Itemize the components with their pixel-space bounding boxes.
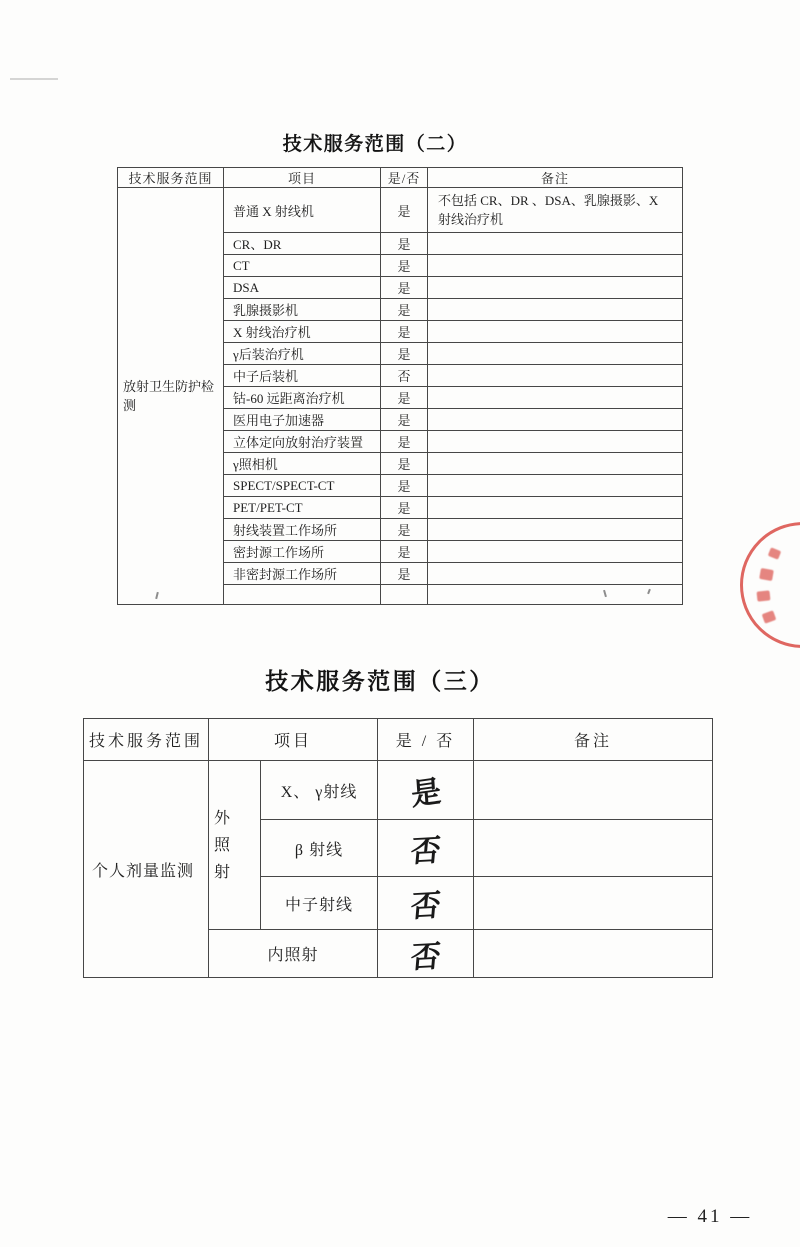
- scope2-item-cell: CT: [224, 255, 381, 277]
- internal-exposure-cell: 内照射: [209, 930, 378, 978]
- scope2-remark-cell: [428, 365, 683, 387]
- scope2-remark-cell: [428, 299, 683, 321]
- scope3-title: 技术服务范围（三）: [265, 668, 495, 694]
- scope3-remark-cell: [474, 820, 713, 877]
- scope2-item-cell: 中子后装机: [224, 365, 381, 387]
- stamp-glyph-mark: [762, 610, 777, 624]
- scope2-remark-cell: [428, 497, 683, 519]
- scope2-header-row: [118, 168, 683, 188]
- scope2-item-cell: 非密封源工作场所: [224, 563, 381, 585]
- scope2-header-remark: 备注: [428, 168, 683, 188]
- scope2-remark-cell: [428, 453, 683, 475]
- scope2-remark-cell: [428, 343, 683, 365]
- scope2-remark-cell: [428, 585, 683, 605]
- scope2-item-cell: X 射线治疗机: [224, 321, 381, 343]
- scope2-yn-cell: 是: [381, 233, 428, 255]
- scope2-remark-cell: [428, 277, 683, 299]
- scope3-category-cell: 个人剂量监测: [84, 761, 209, 978]
- scope2-yn-cell: 是: [381, 277, 428, 299]
- scan-artifact: [10, 78, 58, 80]
- scope3-header-yn: 是 / 否: [378, 719, 474, 761]
- scope3-yn-cell: [378, 930, 474, 978]
- handwritten-answer: 否: [408, 889, 442, 924]
- scope2-item-cell: 立体定向放射治疗装置: [224, 431, 381, 453]
- scope3-table: [83, 718, 713, 978]
- scope3-remark-cell: [474, 877, 713, 930]
- scope2-yn-cell: 是: [381, 453, 428, 475]
- scope2-yn-cell: 是: [381, 321, 428, 343]
- scope3-header-row: [84, 719, 713, 761]
- scope2-yn-cell: 是: [381, 188, 428, 233]
- scope2-item-cell: 乳腺摄影机: [224, 299, 381, 321]
- scope2-table: [117, 167, 683, 605]
- page-number: — 41 —: [667, 1206, 753, 1227]
- scope2-item-cell: DSA: [224, 277, 381, 299]
- scope2-header-scope: 技术服务范围: [118, 168, 224, 188]
- scope2-item-cell: γ照相机: [224, 453, 381, 475]
- scope2-header-yn: 是/否: [381, 168, 428, 188]
- scope3-yn-cell: [378, 761, 474, 820]
- scope3-header-remark: 备注: [474, 719, 713, 761]
- scope2-yn-cell: 是: [381, 409, 428, 431]
- scope3-remark-cell: [474, 930, 713, 978]
- scope2-yn-cell: 是: [381, 519, 428, 541]
- scope2-remark-cell: [428, 541, 683, 563]
- scope2-remark-cell: [428, 519, 683, 541]
- scope2-yn-cell: 否: [381, 365, 428, 387]
- scope2-yn-cell: 是: [381, 497, 428, 519]
- scope3-yn-cell: [378, 820, 474, 877]
- scope2-remark-cell: [428, 321, 683, 343]
- table-row: [84, 761, 713, 820]
- handwritten-answer: 是: [409, 774, 442, 813]
- scope2-remark-cell: [428, 431, 683, 453]
- scope2-item-cell: [224, 585, 381, 605]
- handwritten-answer: 否: [408, 834, 442, 869]
- scope3-item-cell: 中子射线: [261, 877, 378, 930]
- scope3-remark-cell: [474, 761, 713, 820]
- scope2-yn-cell: 是: [381, 563, 428, 585]
- scope2-item-cell: 钴-60 远距离治疗机: [224, 387, 381, 409]
- scope3-item-cell: β 射线: [261, 820, 378, 877]
- red-stamp: [740, 522, 800, 648]
- scope2-remark-cell: [428, 233, 683, 255]
- scope2-yn-cell: [381, 585, 428, 605]
- scope2-yn-cell: 是: [381, 387, 428, 409]
- scope2-item-cell: 射线装置工作场所: [224, 519, 381, 541]
- scope2-remark-cell: [428, 475, 683, 497]
- scope2-remark-cell: [428, 255, 683, 277]
- scope2-yn-cell: 是: [381, 475, 428, 497]
- scope3-header-item: 项目: [209, 719, 378, 761]
- scope2-remark-cell: [428, 387, 683, 409]
- scope2-item-cell: 普通 X 射线机: [224, 188, 381, 233]
- scope2-item-cell: SPECT/SPECT-CT: [224, 475, 381, 497]
- scope2-item-cell: 医用电子加速器: [224, 409, 381, 431]
- scope2-item-cell: CR、DR: [224, 233, 381, 255]
- handwritten-answer: 否: [408, 939, 442, 975]
- scope3-yn-cell: [378, 877, 474, 930]
- scope2-yn-cell: 是: [381, 299, 428, 321]
- scope2-title: 技术服务范围（二）: [282, 134, 468, 155]
- scope2-yn-cell: 是: [381, 541, 428, 563]
- scope2-yn-cell: 是: [381, 255, 428, 277]
- scope3-item-cell: X、 γ射线: [261, 761, 378, 820]
- stamp-glyph-mark: [759, 568, 774, 581]
- scope2-yn-cell: 是: [381, 431, 428, 453]
- scope2-item-cell: 密封源工作场所: [224, 541, 381, 563]
- scope2-remark-cell: [428, 409, 683, 431]
- table-row: [118, 188, 683, 233]
- scope2-yn-cell: 是: [381, 343, 428, 365]
- stamp-glyph-mark: [768, 547, 782, 559]
- stamp-glyph-mark: [757, 590, 771, 601]
- scope2-remark-cell: 不包括 CR、DR 、DSA、乳腺摄影、X 射线治疗机: [428, 188, 683, 233]
- external-exposure-cell: 外 照 射: [209, 761, 261, 930]
- scope2-item-cell: PET/PET-CT: [224, 497, 381, 519]
- scope2-category-cell: 放射卫生防护检测: [118, 188, 224, 605]
- scope2-item-cell: γ后装治疗机: [224, 343, 381, 365]
- scope3-header-scope: 技术服务范围: [84, 719, 209, 761]
- scope2-remark-cell: [428, 563, 683, 585]
- scope2-header-item: 项目: [224, 168, 381, 188]
